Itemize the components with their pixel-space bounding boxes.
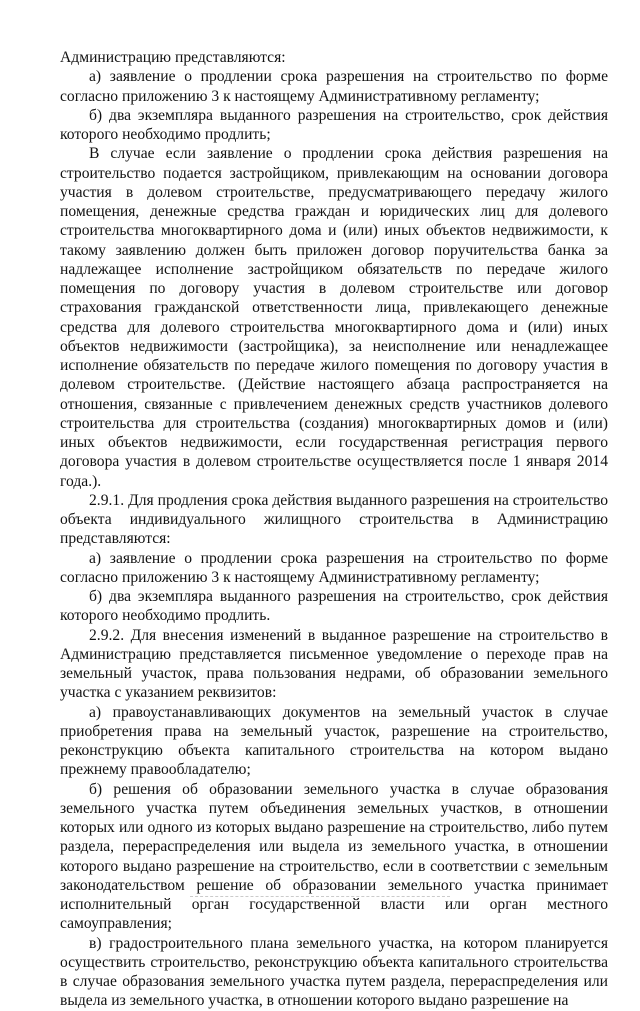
paragraph-2-9-1-item-b: б) два экземпляра выданного разрешения на строительство, срок действия которого необходимо продлить.	[60, 588, 608, 625]
paragraph-2-9-2-item-b: б) решения об образовании земельного участка в случае образования земельного участка путем объединения земельных участков, в отношении которых или одного из которых выдано разрешение на строительство, либо путем раздела, перераспределения или выдела из земельного участка, в отношении которого выдано разрешение на строительство, если в соответствии с земельным законодательством решение об образовании земельного участка принимает исполнительный орган государственной власти или орган местного самоуправления;	[60, 780, 608, 933]
paragraph-2-9-1: 2.9.1. Для продления срока действия выданного разрешения на строительство объекта индивидуального жилищного строительства в Администрацию представляются:	[60, 491, 608, 548]
paragraph-2-9-1-item-a: а) заявление о продлении срока разрешения на строительство по форме согласно приложению 3 к настоящему Административному регламенту;	[60, 549, 608, 586]
paragraph-2-9-2-item-v: в) градостроительного плана земельного участка, на котором планируется осуществить строительство, реконструкцию объекта капитального строительства в случае образования земельного участка путем раздела, перераспределения или выдела из земельного участка, в отношении которого выдано разрешение на	[60, 934, 608, 1010]
paragraph-item-a: а) заявление о продлении срока разрешения на строительство по форме согласно приложению 3 к настоящему Административному регламенту;	[60, 68, 608, 105]
document-page	[60, 48, 608, 1011]
paragraph-2-9-2: 2.9.2. Для внесения изменений в выданное разрешение на строительство в Администрацию представляется письменное уведомление о переходе прав на земельный участок, права пользования недрами, об образовании земельного участка с указанием реквизитов:	[60, 626, 608, 702]
paragraph-developer-case: В случае если заявление о продлении срока действия разрешения на строительство подается застройщиком, привлекающим на основании договора участия в долевом строительстве, предусматривающего передачу жилого помещения, денежные средства граждан и юридических лиц для долевого строительства многоквартирного дома и (или) иных объектов недвижимости, к такому заявлению должен быть приложен договор поручительства банка за надлежащее исполнение застройщиком обязательств по передаче жилого помещения по договору участия в долевом строительстве или договор страхования гражданской ответственности лица, привлекающего денежные средства для долевого строительства многоквартирного дома и (или) иных объектов недвижимости (застройщика), за неисполнение или ненадлежащее исполнение обязательств по передаче жилого помещения по договору участия в долевом строительстве. (Действие настоящего абзаца распространяется на отношения, связанные с привлечением денежных средств участников долевого строительства для строительства (создания) многоквартирных домов и (или) иных объектов недвижимости, если государственная регистрация первого договора участия в долевом строительстве осуществляется после 1 января 2014 года.).	[60, 145, 608, 490]
paragraph-item-b: б) два экземпляра выданного разрешения на строительство, срок действия которого необходимо продлить;	[60, 106, 608, 143]
paragraph-2-9-2-item-a: а) правоустанавливающих документов на земельный участок в случае приобретения права на земельный участок, разрешение на строительство, реконструкцию объекта капитального строительства на котором выдано прежнему правообладателю;	[60, 703, 608, 779]
paragraph-intro: Администрацию представляются:	[60, 49, 286, 66]
scan-edge-mark	[190, 896, 450, 899]
